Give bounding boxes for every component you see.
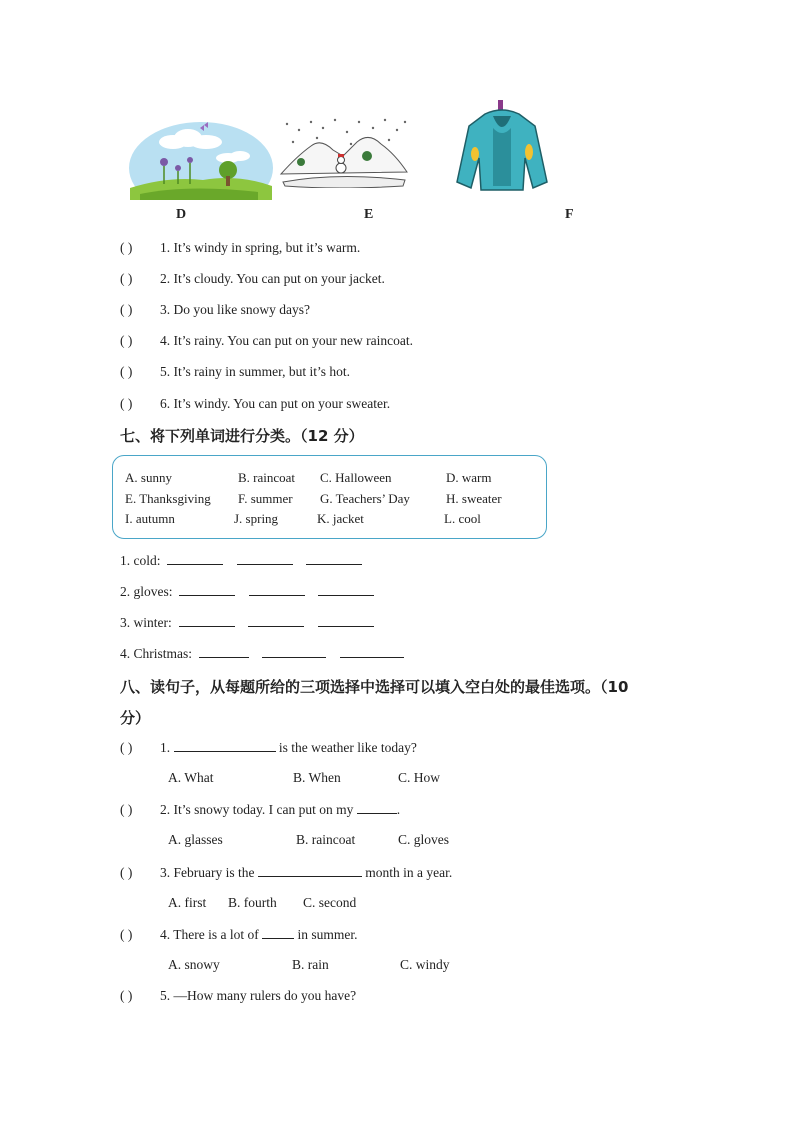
mc-question-4 <box>120 926 357 943</box>
classify-label: 4. Christmas: <box>120 646 193 661</box>
classify-question-1 <box>120 552 362 569</box>
picture-label-e: E <box>364 207 374 222</box>
answer-blank[interactable] <box>262 645 326 658</box>
word-option: K. jacket <box>317 511 364 526</box>
answer-blank[interactable] <box>167 552 223 565</box>
answer-blank[interactable] <box>306 552 362 565</box>
word-option: A. sunny <box>125 470 172 485</box>
choice-option[interactable]: C. second <box>303 895 357 910</box>
answer-blank[interactable] <box>357 801 397 814</box>
choice-option[interactable]: C. windy <box>400 957 450 972</box>
answer-parens[interactable]: ( ) <box>120 302 133 317</box>
judge-item-text: 1. It’s windy in spring, but it’s warm. <box>160 240 361 255</box>
answer-parens[interactable]: ( ) <box>120 740 133 755</box>
picture-label-f: F <box>565 207 574 222</box>
answer-parens[interactable]: ( ) <box>120 333 133 348</box>
word-option: J. spring <box>234 511 279 526</box>
judge-item-4 <box>120 333 413 349</box>
answer-blank[interactable] <box>199 645 249 658</box>
classify-label: 1. cold: <box>120 553 161 568</box>
judge-item-text: 2. It’s cloudy. You can put on your jacket. <box>160 271 385 286</box>
word-option: I. autumn <box>125 511 175 526</box>
answer-parens[interactable]: ( ) <box>120 271 133 286</box>
judge-item-2 <box>120 271 385 287</box>
classify-question-4 <box>120 645 404 662</box>
answer-blank[interactable] <box>258 864 362 877</box>
question-text: 5. —How many rulers do you have? <box>160 988 357 1003</box>
word-option: B. raincoat <box>238 470 296 485</box>
question-text: 2. It’s snowy today. I can put on my <box>160 802 354 817</box>
judge-item-6 <box>120 396 390 412</box>
judge-item-text: 6. It’s windy. You can put on your sweater. <box>160 396 391 411</box>
answer-parens[interactable]: ( ) <box>120 396 133 411</box>
judge-item-text: 3. Do you like snowy days? <box>160 302 310 317</box>
classify-question-2 <box>120 583 374 600</box>
section-7-heading: 七、将下列单词进行分类。（12 分） <box>120 427 364 445</box>
answer-parens[interactable]: ( ) <box>120 240 133 255</box>
choice-option[interactable]: B. When <box>293 770 341 785</box>
question-text: is the weather like today? <box>278 740 417 755</box>
answer-blank[interactable] <box>318 614 374 627</box>
mc-question-1 <box>120 739 417 756</box>
answer-blank[interactable] <box>179 614 235 627</box>
word-option: D. warm <box>446 470 492 485</box>
judge-item-text: 4. It’s rainy. You can put on your new raincoat. <box>160 333 413 348</box>
answer-parens[interactable]: ( ) <box>120 802 133 817</box>
section-8-heading: 八、读句子，从每题所给的三项选择中选择可以填入空白处的最佳选项。（10 <box>120 678 629 696</box>
word-option: C. Halloween <box>320 470 392 485</box>
answer-parens[interactable]: ( ) <box>120 364 133 379</box>
question-text-end: in summer. <box>297 927 358 942</box>
snowy-winter-picture <box>277 116 411 188</box>
section-8-heading-cont: 分） <box>120 709 151 727</box>
answer-parens[interactable]: ( ) <box>120 988 133 1003</box>
choice-option[interactable]: B. fourth <box>228 895 277 910</box>
spring-meadow-picture <box>128 118 274 200</box>
jacket-picture <box>455 98 551 194</box>
choice-option[interactable]: B. rain <box>292 957 329 972</box>
answer-blank[interactable] <box>179 583 235 596</box>
question-text-end: . <box>396 802 401 817</box>
word-option: L. cool <box>444 511 481 526</box>
mc-question-5 <box>120 988 356 1004</box>
answer-blank[interactable] <box>237 552 293 565</box>
answer-parens[interactable]: ( ) <box>120 927 133 942</box>
question-number: 1. <box>160 740 171 755</box>
answer-blank[interactable] <box>340 645 404 658</box>
question-text: 4. There is a lot of <box>160 927 259 942</box>
answer-blank[interactable] <box>249 583 305 596</box>
choice-option[interactable]: C. How <box>398 770 441 785</box>
mc-question-2 <box>120 801 400 818</box>
mc-question-3 <box>120 864 452 881</box>
word-option: H. sweater <box>446 491 502 506</box>
answer-blank[interactable] <box>248 614 304 627</box>
answer-blank[interactable] <box>318 583 374 596</box>
classify-label: 2. gloves: <box>120 584 173 599</box>
choice-option[interactable]: C. gloves <box>398 832 450 847</box>
choice-option[interactable]: A. snowy <box>168 957 220 972</box>
word-option: F. summer <box>238 491 293 506</box>
answer-parens[interactable]: ( ) <box>120 865 133 880</box>
classify-question-3 <box>120 614 374 631</box>
picture-label-d: D <box>176 207 187 222</box>
question-text-end: month in a year. <box>365 865 453 880</box>
word-option: G. Teachers’ Day <box>320 491 410 506</box>
question-text: 3. February is the <box>160 865 255 880</box>
choice-option[interactable]: A. first <box>168 895 207 910</box>
judge-item-5 <box>120 364 350 380</box>
choice-option[interactable]: B. raincoat <box>296 832 356 847</box>
choice-option[interactable]: A. glasses <box>168 832 223 847</box>
classify-label: 3. winter: <box>120 615 172 630</box>
judge-item-3 <box>120 302 310 318</box>
judge-item-1 <box>120 240 360 256</box>
choice-option[interactable]: A. What <box>168 770 214 785</box>
answer-blank[interactable] <box>174 739 276 752</box>
answer-blank[interactable] <box>262 926 294 939</box>
word-option: E. Thanksgiving <box>125 491 211 506</box>
judge-item-text: 5. It’s rainy in summer, but it’s hot. <box>160 364 350 379</box>
